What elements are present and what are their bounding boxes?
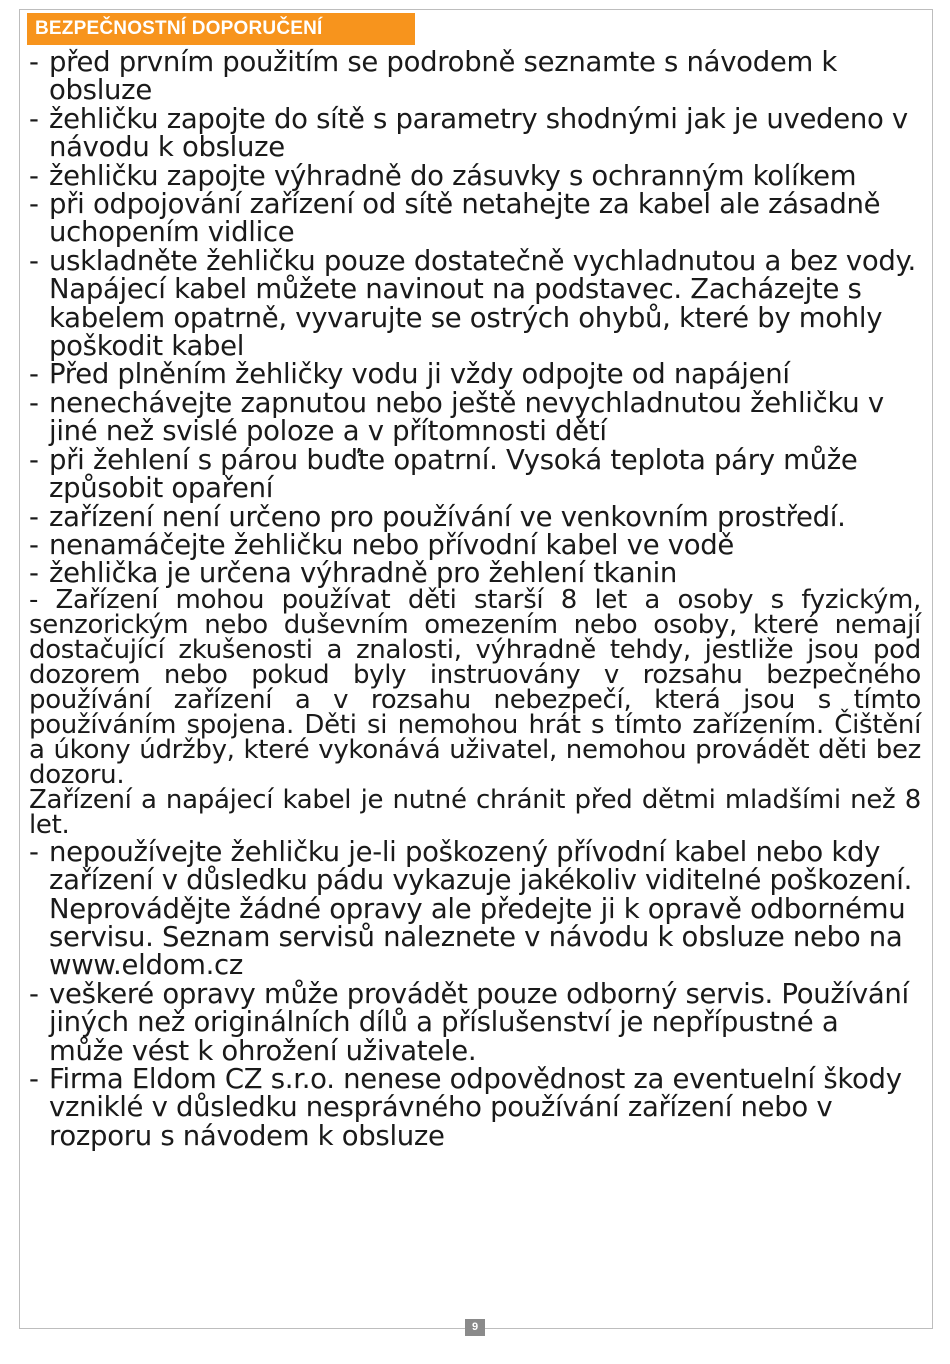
list-item: [29, 244, 921, 363]
bullet-dash: -: [29, 835, 39, 868]
list-item: [29, 1062, 921, 1152]
list-item-text: nepoužívejte žehličku je-li poškozený přívodní kabel nebo kdy zařízení v důsledku pádu vykazuje jakékoliv viditelné poškození. Neprovádějte žádné opravy ale předejte ji k opravě odbornému servisu. Seznam servisů naleznete v návodu k obsluze nebo na www.eldom.cz: [49, 835, 913, 982]
bullet-dash: -: [29, 244, 39, 277]
list-item-text: Firma Eldom CZ s.r.o. nenese odpovědnost za eventuelní škody vzniklé v důsledku nesprávného používání zařízení nebo v rozporu s návodem k obsluze: [49, 1062, 902, 1152]
list-item-text: uskladněte žehličku pouze dostatečně vychladnutou a bez vody. Napájecí kabel můžete navinout na podstavec. Zacházejte s kabelem opatrně, vyvarujte se ostrých ohybů, které by mohly poškodit kabel: [49, 244, 916, 363]
list-item-text: při žehlení s párou buďte opatrní. Vysoká teplota páry může způsobit opaření: [49, 443, 858, 505]
list-item: [29, 528, 921, 561]
bullet-dash: -: [29, 557, 39, 590]
list-item-text: žehličku zapojte výhradně do zásuvky s ochranným kolíkem: [49, 159, 857, 192]
bullet-dash: -: [29, 358, 39, 391]
children-use-paragraph: - Zařízení mohou používat děti starší 8 let a osoby s fyzickým, senzorickým nebo duševním omezením nebo osoby, které nemají dostačující zkušenosti a znalosti, výhradně tehdy, jestliže jsou pod dozorem nebo pokud byly instruovány v rozsahu bezpečného používání zařízení a v rozsahu nebezpečí, která jsou s tímto používáním spojena. Děti si nemohou hrát s tímto zařízením. Čištění a úkony údržby, které vykonává uživatel, nemohou provádět děti bez dozoru.: [29, 584, 921, 790]
bullet-dash: -: [29, 159, 39, 192]
list-item: [29, 835, 921, 982]
list-item: [29, 977, 921, 1067]
list-item-text: veškeré opravy může provádět pouze odborný servis. Používání jiných než originálních dílů a příslušenství je nepřípustné a může vést k ohrožení uživatele.: [49, 977, 909, 1067]
section-heading: BEZPEČNOSTNÍ DOPORUČENÍ: [27, 13, 415, 45]
bullet-dash: -: [29, 386, 39, 419]
safety-instructions: [29, 48, 921, 1150]
list-item: [29, 443, 921, 505]
list-item-text: žehličku zapojte do sítě s parametry shodnými jak je uvedeno v návodu k obsluze: [49, 102, 908, 164]
list-item-text: při odpojování zařízení od sítě netahejte za kabel ale zásadně uchopením vidlice: [49, 188, 881, 249]
bullet-dash: -: [29, 500, 39, 533]
bullet-dash: -: [29, 1062, 39, 1095]
list-item: [29, 102, 921, 164]
bullet-dash: -: [29, 102, 39, 135]
page-number-badge: 9: [465, 1319, 485, 1336]
list-item: [29, 358, 921, 391]
list-item: [29, 500, 921, 533]
bullet-dash: -: [29, 443, 39, 476]
list-item-text: zařízení není určeno pro používání ve venkovním prostředí.: [49, 500, 846, 533]
list-item-text: nenechávejte zapnutou nebo ještě nevychladnutou žehličku v jiné než svislé poloze a v přítomnosti dětí: [49, 386, 884, 448]
list-item-text: Před plněním žehličky vodu ji vždy odpojte od napájení: [49, 358, 790, 391]
bullet-dash: -: [29, 977, 39, 1010]
bullet-dash: -: [29, 46, 39, 78]
list-item: [29, 159, 921, 192]
list-item: [29, 386, 921, 448]
bullet-dash: -: [29, 528, 39, 561]
list-item: [29, 557, 921, 590]
list-item: [29, 48, 921, 105]
list-item-text: před prvním použitím se podrobně seznamte s návodem k obsluze: [49, 46, 838, 107]
list-item-text: nenamáčejte žehličku nebo přívodní kabel ve vodě: [49, 528, 735, 561]
list-item: [29, 190, 921, 247]
bullet-dash: -: [29, 188, 39, 221]
cable-protection-paragraph: Zařízení a napájecí kabel je nutné chránit před dětmi mladšími než 8 let.: [29, 784, 921, 840]
list-item-text: žehlička je určena výhradně pro žehlení tkanin: [49, 557, 678, 590]
